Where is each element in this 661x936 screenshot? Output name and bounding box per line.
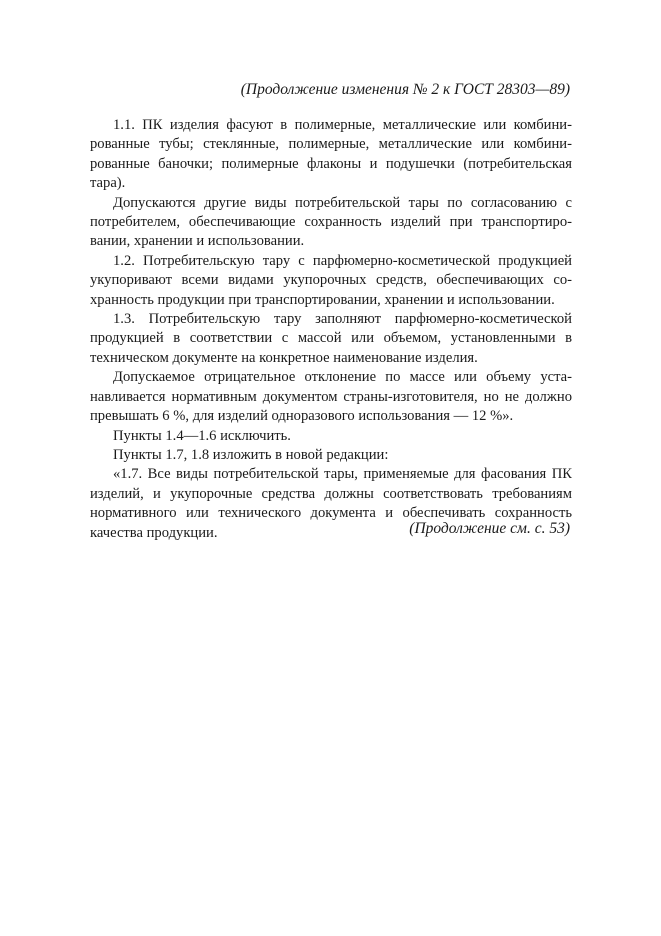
- paragraph-exclude: Пункты 1.4—1.6 исключить.: [113, 427, 291, 444]
- paragraph-new-edition: Пункты 1.7, 1.8 изложить в новой редакции:: [113, 446, 389, 463]
- running-header: (Продолжение изменения № 2 к ГОСТ 28303—89): [240, 81, 570, 98]
- document-body: [90, 116, 572, 543]
- paragraph-other-tara: Допускаются другие виды потребительской тары по согласованию с потребителем, обеспечивающие сохранность изделий при транспортировании, хранении и использовании.: [90, 194, 572, 250]
- paragraph-tolerance: Допускаемое отрицательное отклонение по массе или объему устанавливается нормативным документом страны-изготовителя, но не должно превышать 6 %, для изделий одноразового использования — 12 %».: [90, 369, 572, 425]
- paragraph-1-7: «1.7. Все виды потребительской тары, применяемые для фасования ПК изделий, и укупорочные средства должны соответствовать требованиям нормативного или технического документа и обеспечивать сохранность качества продукции.: [90, 466, 572, 541]
- paragraph-1-3: 1.3. Потребительскую тару заполняют парфюмерно-косметической продукцией в соответствии с массой или объемом, установленными в техническом документе на конкретное наименование изделия.: [90, 311, 572, 366]
- paragraph-1-2: 1.2. Потребительскую тару с парфюмерно-косметической продукцией укупоривают всеми видами укупорочных средств, обеспечивающих сохранность продукции при транспортировании, хранении и использовании.: [90, 252, 572, 308]
- paragraph-1-1: 1.1. ПК изделия фасуют в полимерные, металлические или комбинированные тубы; стеклянные, полимерные, металлические или комбинированные баночки; полимерные флаконы и подушечки (потребительская тара).: [90, 117, 572, 192]
- continuation-footer: (Продолжение см. с. 53): [409, 520, 570, 537]
